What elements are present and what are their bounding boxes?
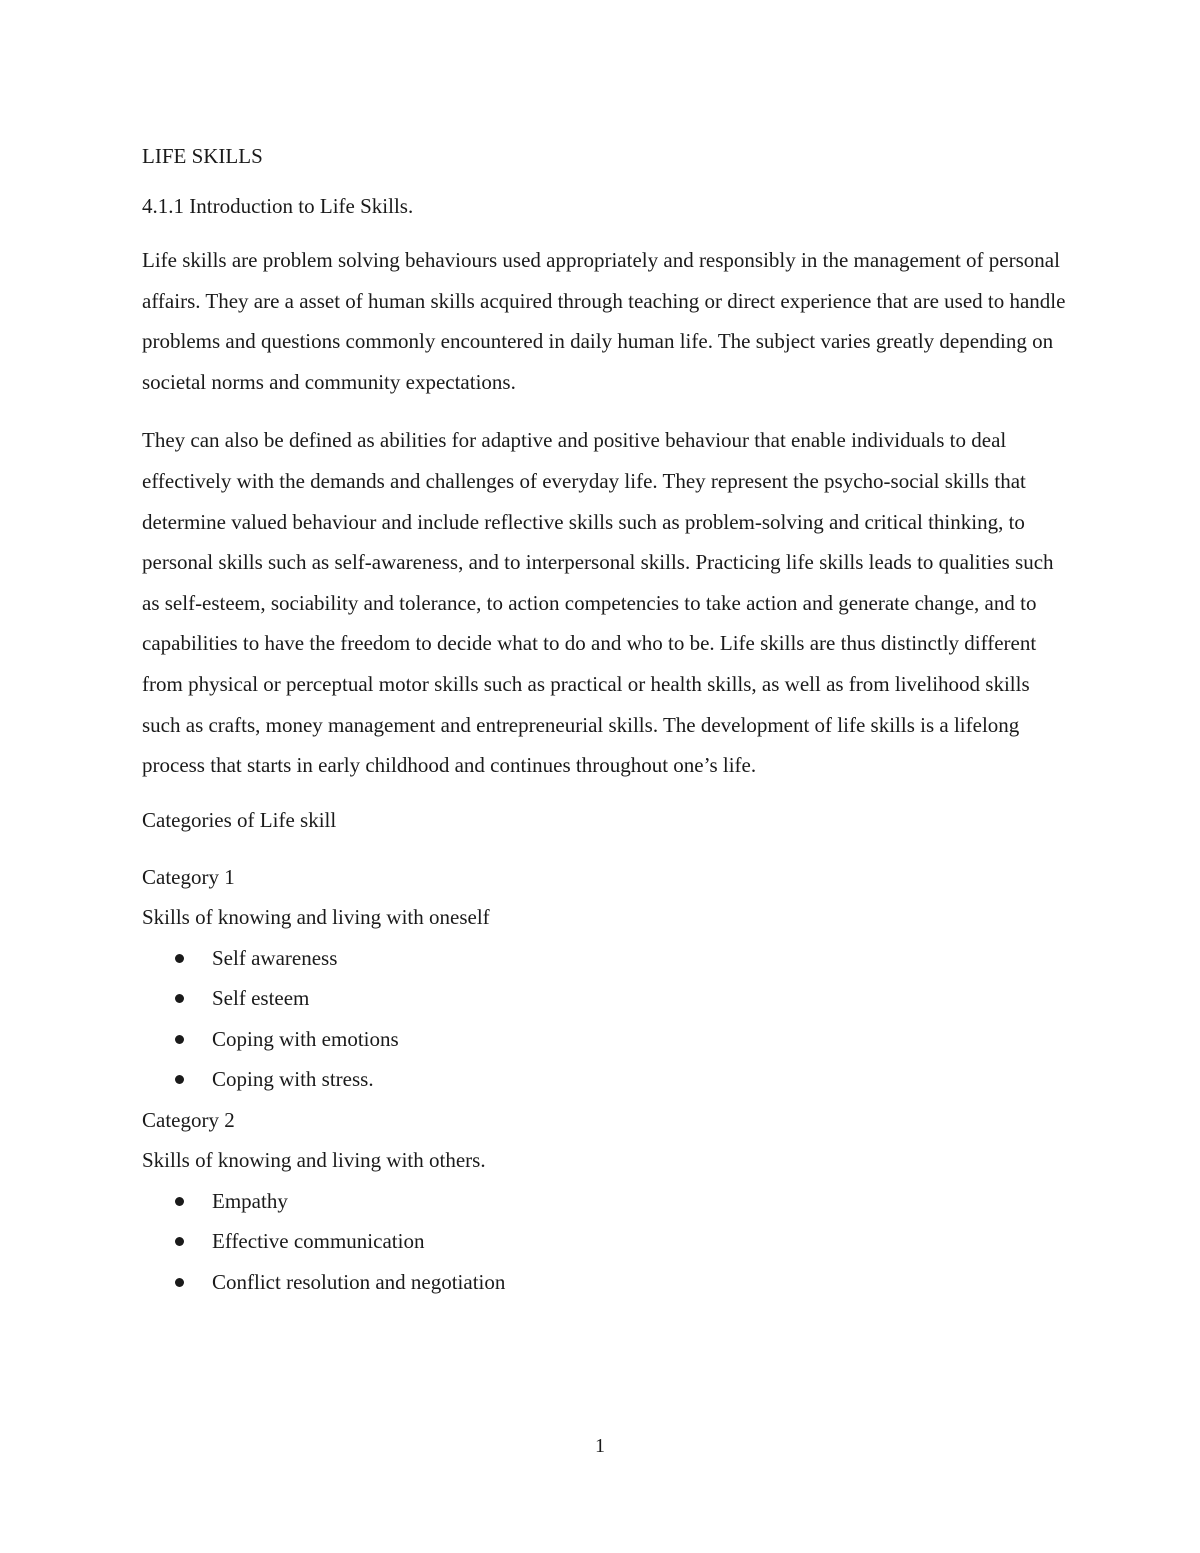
category-description: Skills of knowing and living with oneself: [142, 905, 490, 930]
list-item: [142, 978, 1072, 1019]
list-item: [142, 1221, 1072, 1262]
list-item: [142, 1181, 1072, 1222]
category-label: Category 2: [142, 1107, 235, 1132]
bullet-icon: [175, 1075, 184, 1084]
category-block-2: [142, 1100, 1072, 1303]
bullet-icon: [175, 1237, 184, 1246]
section-heading: 4.1.1 Introduction to Life Skills.: [142, 194, 414, 218]
paragraph-definition: They can also be defined as abilities for adaptive and positive behaviour that enable individuals to deal effectively with the demands and challenges of everyday life. They represent the psycho-social skills that determine valued behaviour and include reflective skills such as problem-solving and critical thinking, to personal skills such as self-awareness, and to interpersonal skills. Practicing life skills leads to qualities such as self-esteem, sociability and tolerance, to action competencies to take action and generate change, and to capabilities to have the freedom to decide what to do and who to be. Life skills are thus distinctly different from physical or perceptual motor skills such as practical or health skills, as well as from livelihood skills such as crafts, money management and entrepreneurial skills. The development of life skills is a lifelong process that starts in early childhood and continues throughout one’s life.: [142, 428, 1054, 778]
list-item-text: Conflict resolution and negotiation: [212, 1269, 506, 1294]
list-item-text: Coping with emotions: [212, 1026, 399, 1051]
document-title: LIFE SKILLS: [142, 144, 263, 168]
bullet-icon: [175, 954, 184, 963]
paragraph-intro: Life skills are problem solving behaviours used appropriately and responsibly in the management of personal affairs. They are a asset of human skills acquired through teaching or direct experience that are used to handle problems and questions commonly encountered in daily human life. The subject varies greatly depending on societal norms and community expectations.: [142, 248, 1066, 394]
category-description: Skills of knowing and living with others.: [142, 1148, 486, 1173]
list-item-text: Self awareness: [212, 945, 338, 970]
bullet-icon: [175, 1278, 184, 1287]
categories-heading: Categories of Life skill: [142, 807, 337, 832]
category-list: [142, 1181, 1072, 1303]
list-item-text: Coping with stress.: [212, 1067, 374, 1092]
bullet-icon: [175, 1197, 184, 1206]
list-item: [142, 1059, 1072, 1100]
list-item: [142, 1019, 1072, 1060]
list-item-text: Self esteem: [212, 986, 310, 1011]
category-label: Category 1: [142, 864, 235, 889]
page-number: 1: [595, 1435, 605, 1457]
category-block-1: [142, 857, 1072, 1100]
page-content: [142, 140, 1072, 1302]
list-item-text: Effective communication: [212, 1229, 425, 1254]
category-list: [142, 938, 1072, 1100]
bullet-icon: [175, 994, 184, 1003]
list-item: [142, 938, 1072, 979]
list-item: [142, 1262, 1072, 1303]
bullet-icon: [175, 1035, 184, 1044]
list-item-text: Empathy: [212, 1188, 288, 1213]
